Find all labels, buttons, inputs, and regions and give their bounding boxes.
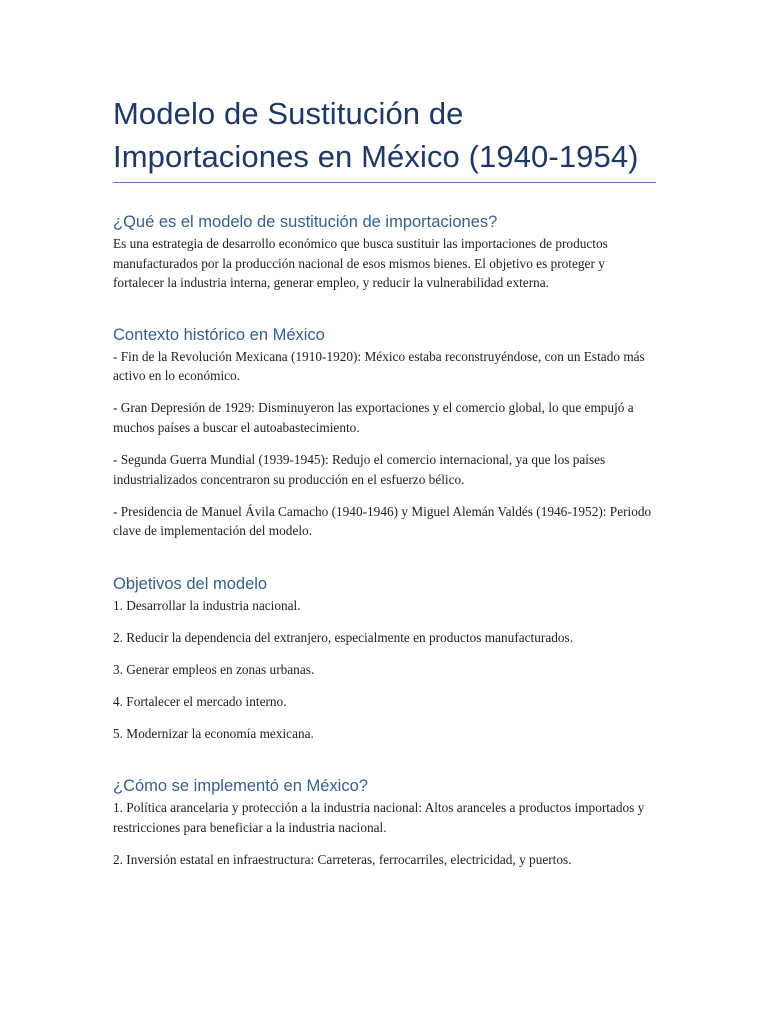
document-title-line-2: Importaciones en México (1940-1954) [113,139,639,174]
list-item: 1. Desarrollar la industria nacional. [113,597,301,613]
document-page [113,92,656,869]
section-historical-context [113,324,656,541]
list-item: - Gran Depresión de 1929: Disminuyeron las exportaciones y el comercio global, lo que empujó a muchos países a buscar el autoabastecimiento. [113,400,634,435]
section-heading: Contexto histórico en México [113,325,325,344]
list-item: - Segunda Guerra Mundial (1939-1945): Redujo el comercio internacional, ya que los países industrializados concentraron su producción en el esfuerzo bélico. [113,451,606,487]
section-paragraph: Es una estrategia de desarrollo económico que busca sustituir las importaciones de productos manufacturados por la producción nacional de esos mismos bienes. El objetivo es proteger y fortalecer la industria interna, generar empleo, y reducir la vulnerabilidad externa. [113,236,608,291]
document-title [113,92,656,178]
list-item: 3. Generar empleos en zonas urbanas. [113,661,315,677]
section-heading: ¿Cómo se implementó en México? [113,777,368,796]
list-item: 2. Inversión estatal en infraestructura: Carreteras, ferrocarriles, electricidad, y puertos. [113,851,572,867]
list-item: - Presidencia de Manuel Ávila Camacho (1940-1946) y Miguel Alemán Valdés (1946-1952): Periodo clave de implementación del modelo. [113,503,652,539]
list-item: 4. Fortalecer el mercado interno. [113,693,287,709]
section-implementation [113,775,656,869]
list-item: 1. Política arancelaria y protección a la industria nacional: Altos aranceles a productos importados y restricciones para beneficiar a la industria nacional. [113,800,645,835]
title-underline-rule [113,182,656,183]
list-item: 5. Modernizar la economía mexicana. [113,725,314,741]
section-heading: Objetivos del modelo [113,574,268,593]
section-what-is-model [113,211,656,293]
list-item: 2. Reducir la dependencia del extranjero, especialmente en productos manufacturados. [113,629,574,645]
list-item: - Fin de la Revolución Mexicana (1910-1920): México estaba reconstruyéndose, con un Estado más activo en lo económico. [113,348,645,384]
document-title-line-1: Modelo de Sustitución de [113,96,464,131]
section-model-objectives [113,573,656,744]
section-heading: ¿Qué es el modelo de sustitución de importaciones? [113,213,498,231]
